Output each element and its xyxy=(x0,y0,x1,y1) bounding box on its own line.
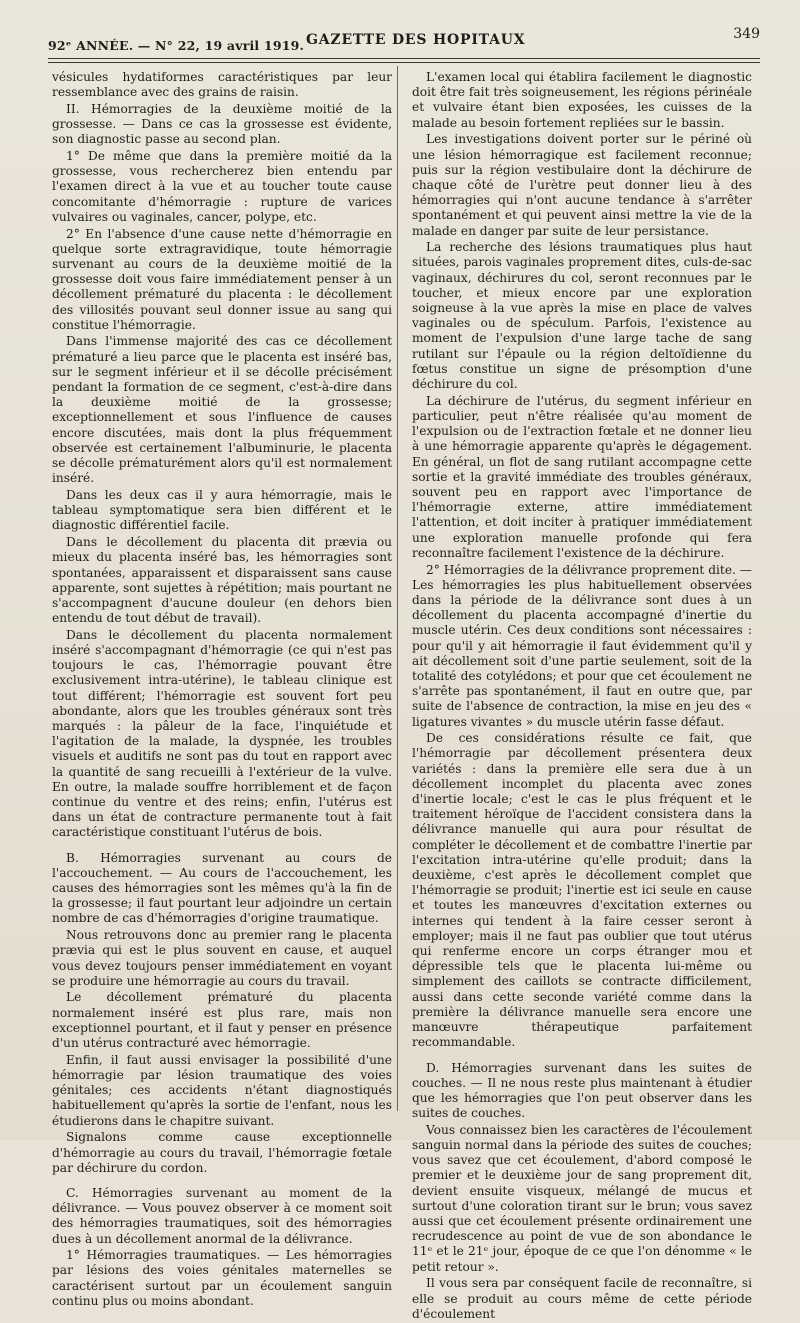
paragraph: Vous connaissez bien les caractères de l'écoulement sanguin normal dans la période des suites de couches; vous savez que cet écoulement, d'abord composé le premier et le deuxième jour de sang proprement dit, devient ensuite visqueux, mélangé de mucus et surtout d'une coloration tirant sur le brun; vous savez aussi que cet écoulement présente ordinairement une recrudescence au point de vue de son abondance le 11ᵉ et le 21ᵉ jour, époque de ce que l'on dénomme « le petit retour ». xyxy=(412,1122,752,1274)
header-rule xyxy=(48,58,760,59)
paragraph: 2° En l'absence d'une cause nette d'hémorragie en quelque sorte extragravidique, toute hémorragie survenant au cours de la deuxième moitié de la grossesse doit vous faire immédiatement penser à un décollement prématuré du placenta : le décollement des villosités pouvant seul donner issue au sang qui constitue l'hémorragie. xyxy=(52,226,392,332)
section-heading-paragraph: B. Hémorragies survenant au cours de l'accouchement. — Au cours de l'accouchement, les causes des hémorragies sont les mêmes qu'à la fin de la grossesse; il faut pourtant leur adjoindre un certain nombre de cas d'hémorragies d'origine traumatique. xyxy=(52,850,392,926)
paragraph: Dans le décollement du placenta normalement inséré s'accompagnant d'hémorragie (ce qui n'est pas toujours le cas, l'hémorragie pouvant être exclusivement intra-utérine), le tableau clinique est tout différent; l'hémorragie est souvent fort peu abondante, alors que les troubles généraux sont très marqués : la pâleur de la face, l'inquiétude et l'agitation de la malade, la dyspnée, les troubles visuels et auditifs ne sont pas du tout en rapport avec la quantité de sang recueilli à l'extérieur de la vulve. En outre, la malade souffre horriblement et de façon continue du ventre et des reins; enfin, l'utérus est dans un état de contracture permanente tout à fait caractéristique constituant l'utérus de bois. xyxy=(52,627,392,840)
column-divider xyxy=(397,66,398,1111)
page-header xyxy=(48,24,760,54)
paragraph: Enfin, il faut aussi envisager la possibilité d'une hémorragie par lésion traumatique des voies génitales; ces accidents n'étant diagnostiqués habituellement qu'après la sortie de l'enfant, nous les étudierons dans le chapitre suivant. xyxy=(52,1052,392,1128)
section-heading-paragraph: C. Hémorragies survenant au moment de la délivrance. — Vous pouvez observer à ce moment soit des hémorragies traumatiques, soit des hémorragies dues à un décollement anormal de la délivrance. xyxy=(52,1185,392,1246)
section-heading-paragraph: D. Hémorragies survenant dans les suites de couches. — Il ne nous reste plus maintenant à étudier que les hémorragies que l'on peut observer dans les suites de couches. xyxy=(412,1060,752,1121)
paragraph: 1° Hémorragies traumatiques. — Les hémorragies par lésions des voies génitales maternelles se caractérisent surtout par un écoulement sanguin continu plus ou moins abondant. xyxy=(52,1248,392,1308)
paragraph: La déchirure de l'utérus, du segment inférieur en particulier, peut n'être réalisée qu'au moment de l'expulsion ou de l'extraction fœtale et ne donner lieu à une hémorragie apparente qu'après le dégagement. En général, un flot de sang rutilant accompagne cette sortie et la gravité immédiate des troubles généraux, souvent peu en rapport avec l'importance de l'hémorragie externe, attire immédiatement l'attention, et doit inciter à pratiquer immédiatement une exploration manuelle profonde qui fera reconnaître facilement l'existence de la déchirure. xyxy=(412,393,752,560)
paragraph: Dans l'immense majorité des cas ce décollement prématuré a lieu parce que le placenta est inséré bas, sur le segment inférieur et il se décolle précisément pendant la formation de ce segment, c'est-à-dire dans la deuxième moitié de la grossesse; exceptionnellement et sous l'influence de causes encore discutées, mais dont la plus fréquemment observée est certainement l'albuminurie, le placenta se décolle prématurément alors qu'il est normalement inséré. xyxy=(52,334,392,486)
right-column xyxy=(412,70,752,1323)
page-number: 349 xyxy=(733,26,760,42)
paragraph: L'examen local qui établira facilement le diagnostic doit être fait très soigneusement, les régions périnéale et vulvaire étant bien exposées, les cuisses de la malade au besoin fortement repliées sur le bassin. xyxy=(412,70,752,130)
paragraph: 2° Hémorragies de la délivrance proprement dite. — Les hémorragies les plus habituellement observées dans la période de la délivrance sont dues à un décollement du placenta accompagné d'inertie du muscle utérin. Ces deux conditions sont nécessaires : pour qu'il y ait hémorragie il faut évidemment qu'il y ait décollement soit d'une partie seulement, soit de la totalité des cotylédons; et pour que cet écoulement ne s'arrête pas spontanément, il faut en outre que, par suite de l'absence de contraction, la mise en jeu des « ligatures vivantes » du muscle utérin fasse défaut. xyxy=(412,562,752,729)
paragraph: Le décollement prématuré du placenta normalement inséré est plus rare, mais non exceptionnel pourtant, et il faut y penser en présence d'un utérus contracturé avec hémorragie. xyxy=(52,990,392,1051)
left-column xyxy=(52,70,392,1311)
paragraph: Dans les deux cas il y aura hémorragie, mais le tableau symptomatique sera bien différent et le diagnostic différentiel facile. xyxy=(52,487,392,533)
paragraph: Il vous sera par conséquent facile de reconnaître, si elle se produit au cours même de cette période d'écoulement xyxy=(412,1276,752,1321)
paragraph: De ces considérations résulte ce fait, que l'hémorragie par décollement présentera deux variétés : dans la première elle sera due à un décollement incomplet du placenta avec zones d'inertie locale; c'est le cas le plus fréquent et le traitement héroïque de l'accident consistera dans la délivrance manuelle qui aura pour résultat de compléter le décollement et de combattre l'inertie par l'excitation intra-utérine qu'elle produit; dans la deuxième, c'est après le décollement complet que l'hémorragie se produit; l'inertie est ici seule en cause et toutes les manœuvres d'excitation externes ou internes qui tendent à la faire cesser seront à employer; mais il ne faut pas oublier que tout utérus qui renferme encore un corps étranger mou et dépressible tels que le placenta lui-même ou simplement des caillots se contracte difficilement, aussi dans cette seconde variété comme dans la première la délivrance manuelle sera encore une manœuvre thérapeutique parfaitement recommandable. xyxy=(412,731,752,1050)
paragraph: Dans le décollement du placenta dit prævia ou mieux du placenta inséré bas, les hémorragies sont spontanées, apparaissent et disparaissent sans cause apparente, sont sujettes à répétition; mais pourtant ne s'accompagnent d'aucune douleur (en dehors bien entendu de tout début de travail). xyxy=(52,535,392,626)
paragraph: II. Hémorragies de la deuxième moitié de la grossesse. — Dans ce cas la grossesse est évidente, son diagnostic passe au second plan. xyxy=(52,101,392,147)
journal-title: GAZETTE DES HOPITAUX xyxy=(306,32,526,48)
header-rule-thin xyxy=(48,62,760,63)
issue-line: 92ᵉ ANNÉE. — N° 22, 19 avril 1919. xyxy=(48,38,305,53)
paragraph: Signalons comme cause exceptionnelle d'hémorragie au cours du travail, l'hémorragie fœtale par déchirure du cordon. xyxy=(52,1130,392,1175)
paragraph: Nous retrouvons donc au premier rang le placenta prævia qui est le plus souvent en cause, et auquel vous devez toujours penser immédiatement en voyant se produire une hémorragie au cours du travail. xyxy=(52,928,392,988)
paragraph: 1° De même que dans la première moitié da la grossesse, vous rechercherez bien entendu par l'examen direct à la vue et au toucher toute cause concomitante d'hémorragie : rupture de varices vulvaires ou vaginales, cancer, polype, etc. xyxy=(52,149,392,224)
paragraph: Les investigations doivent porter sur le périné où une lésion hémorragique est facilement reconnue; puis sur la région vestibulaire dont la déchirure de chaque côté de l'urètre peut donner lieu à des hémorragies qui n'ont aucune tendance à s'arrêter spontanément et qui peuvent ainsi mettre la vie de la malade en danger par suite de leur persistance. xyxy=(412,132,752,238)
paragraph: vésicules hydatiformes caractéristiques par leur ressemblance avec des grains de raisin. xyxy=(52,70,392,100)
paragraph: La recherche des lésions traumatiques plus haut situées, parois vaginales proprement dites, culs-de-sac vaginaux, déchirures du col, seront reconnues par le toucher, et mieux encore par une exploration soigneuse à la vue après la mise en place de valves vaginales ou de spéculum. Parfois, l'existence au moment de l'expulsion d'une large tache de sang rutilant sur l'épaule ou la région deltoïdienne du fœtus constitue un signe de présomption d'une déchirure du col. xyxy=(412,240,752,392)
